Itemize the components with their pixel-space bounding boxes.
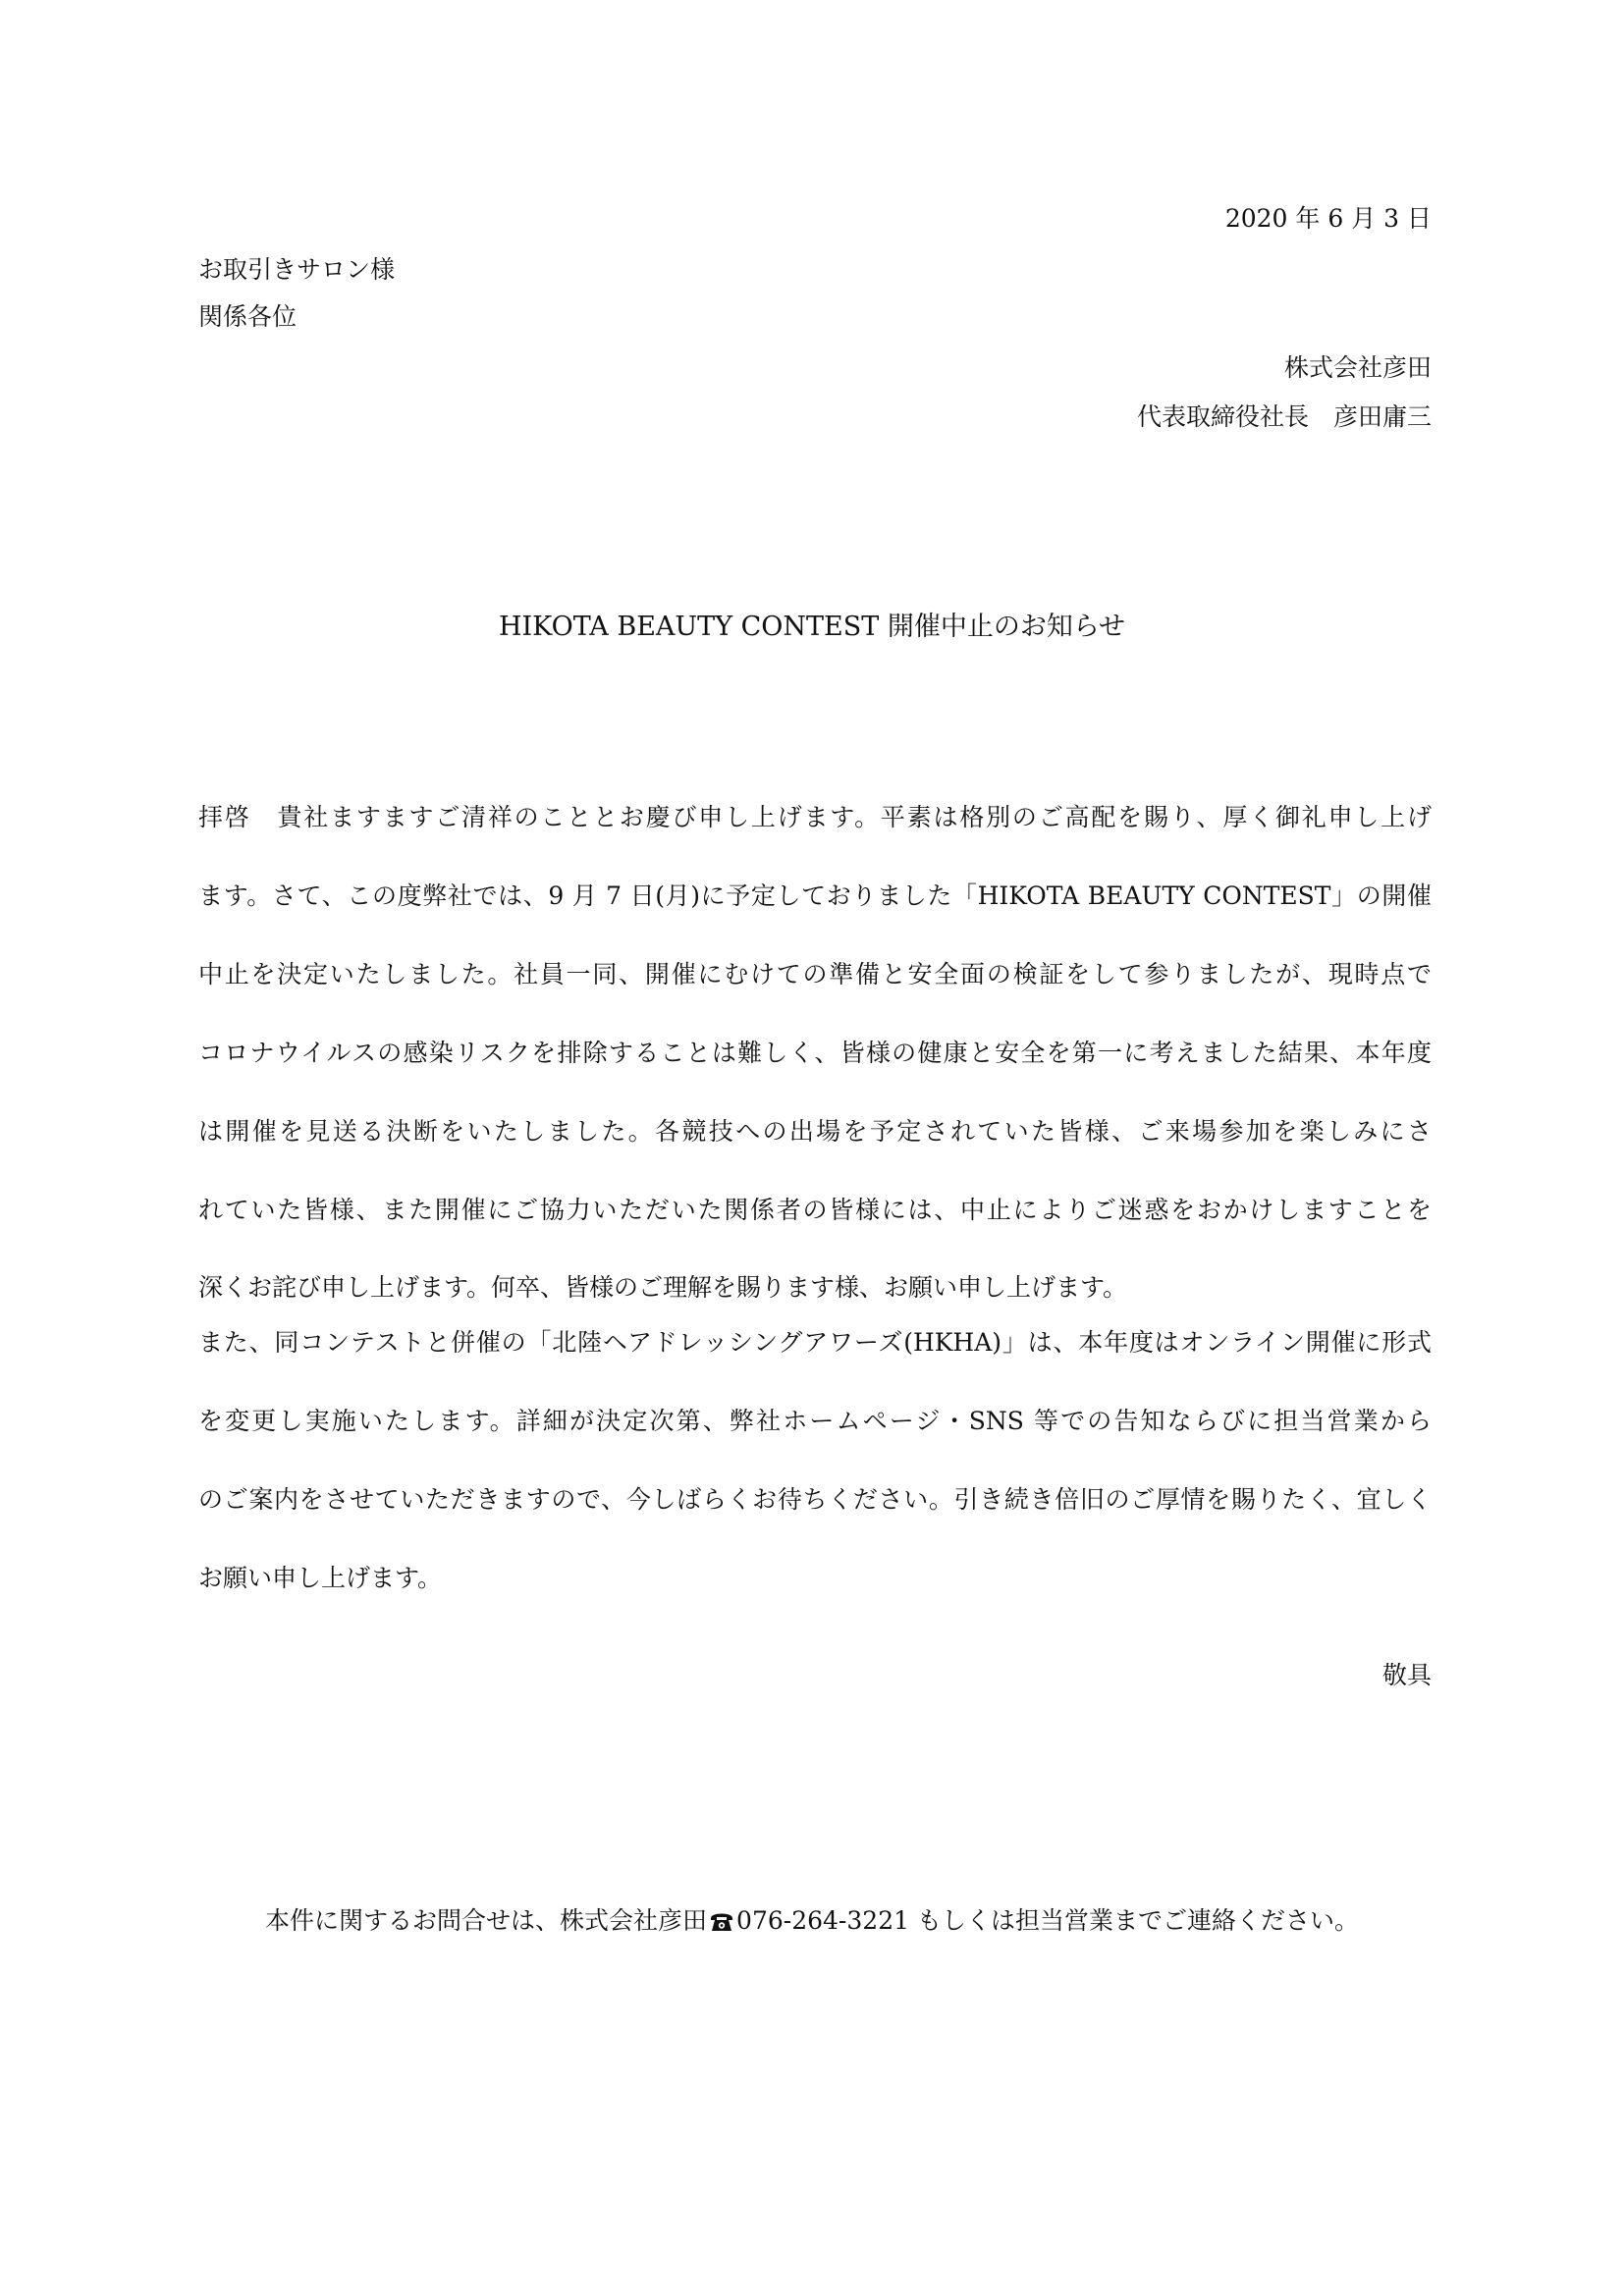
body-line: コロナウイルスの感染リスクを排除することは難しく、皆様の健康と安全を第一に考えました結果、本年度 xyxy=(198,1039,1432,1067)
body-line: 拝啓 貴社ますますご清祥のこととお慶び申し上げます。平素は格別のご高配を賜り、厚く御礼申し上げ xyxy=(198,803,1432,831)
body-line: は開催を見送る決断をいたしました。各競技への出場を予定されていた皆様、ご来場参加を楽しみにさ xyxy=(198,1117,1432,1146)
contact-suffix: もしくは担当営業までご連絡ください。 xyxy=(909,1906,1359,1935)
letter-title: HIKOTA BEAUTY CONTEST 開催中止のお知らせ xyxy=(498,612,1126,642)
body-line: 中止を決定いたしました。社員一同、開催にむけての準備と安全面の検証をして参りましたが、現時点で xyxy=(198,960,1432,988)
letter-date: 2020 年 6 月 3 日 xyxy=(1224,204,1432,233)
body-line: お願い申し上げます。 xyxy=(198,1564,443,1592)
sender-representative: 代表取締役社長 彦田庸三 xyxy=(1136,402,1432,431)
body-line: を変更し実施いたします。詳細が決定次第、弊社ホームページ・SNS 等での告知ならびに担当営業から xyxy=(198,1407,1432,1435)
recipient-line: お取引きサロン様 xyxy=(198,255,396,284)
contact-line xyxy=(0,1906,1624,1940)
telephone-icon xyxy=(709,1909,734,1940)
body-line: ます。さて、この度弊社では、9 月 7 日(月)に予定しておりました「HIKOTA BEAUTY CONTEST」の開催 xyxy=(198,881,1432,910)
contact-prefix: 本件に関するお問合せは、株式会社彦田 xyxy=(265,1906,708,1935)
body-line: れていた皆様、また開催にご協力いただいた関係者の皆様には、中止によりご迷惑をおかけしますことを xyxy=(198,1196,1432,1224)
contact-phone: 076-264-3221 xyxy=(736,1906,909,1935)
sender-company: 株式会社彦田 xyxy=(1283,353,1432,382)
body-line: のご案内をさせていただきますので、今しばらくお待ちください。引き続き倍旧のご厚情を賜りたく、宜しく xyxy=(198,1485,1432,1514)
recipient-line: 関係各位 xyxy=(198,302,298,331)
closing-word: 敬具 xyxy=(1381,1661,1432,1689)
body-line: また、同コンテストと併催の「北陸ヘアドレッシングアワーズ(HKHA)」は、本年度はオンライン開催に形式 xyxy=(198,1328,1432,1357)
body-line: 深くお詫び申し上げます。何卒、皆様のご理解を賜ります様、お願い申し上げます。 xyxy=(198,1273,1128,1302)
